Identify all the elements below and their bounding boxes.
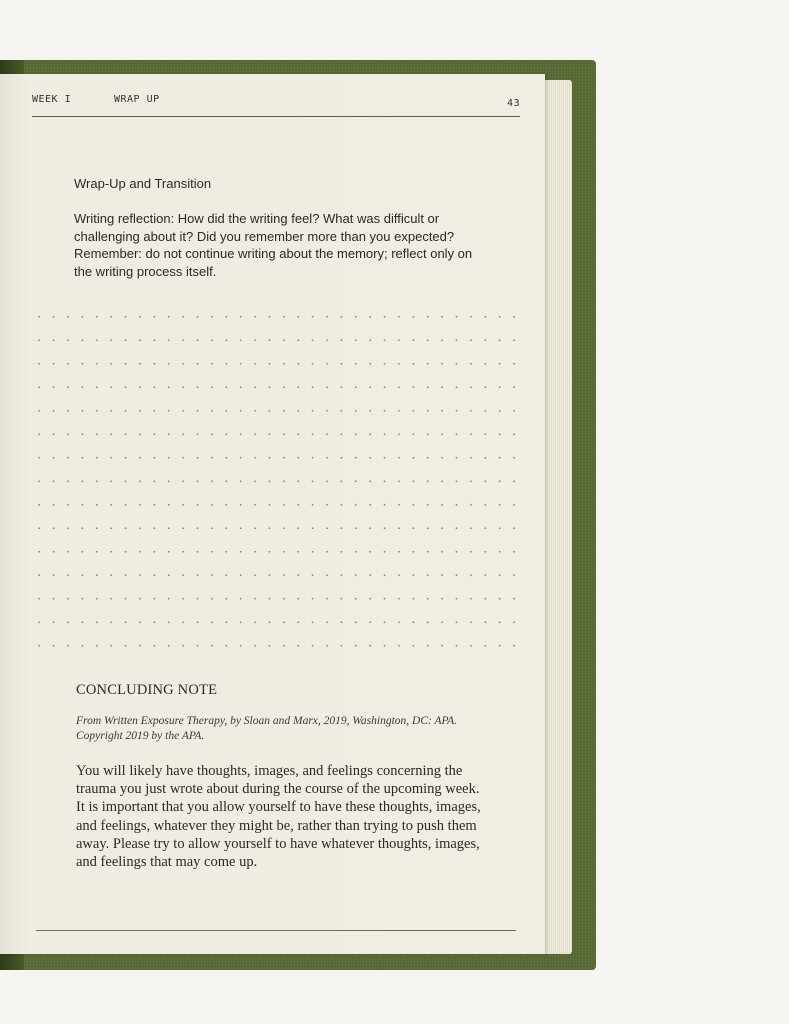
citation: From Written Exposure Therapy, by Sloan and Marx, 2019, Washington, DC: APA. Copyright 2019 by the APA.	[76, 715, 457, 742]
header-rule	[32, 116, 520, 117]
concluding-note-heading: CONCLUDING NOTE	[76, 682, 218, 698]
running-head-week: WEEK I	[32, 94, 72, 105]
writing-reflection-prompt: Writing reflection: How did the writing feel? What was difficult or challenging about it? Did you remember more than you expected? Remember: do not continue writing about the memory; reflect only on the writing process itself.	[74, 211, 473, 279]
footer-rule	[36, 930, 516, 931]
dot-grid-writing-area	[32, 305, 522, 650]
running-head	[32, 92, 520, 108]
concluding-note-body: You will likely have thoughts, images, and feelings concerning the trauma you just wrote about during the course of the upcoming week. It is important that you allow yourself to have these thoughts, images, and feelings, whatever they might be, rather than trying to push them away. Please try to allow yourself to have whatever thoughts, images, and feelings that may come up.	[76, 763, 481, 871]
running-head-section: WRAP UP	[114, 94, 160, 105]
wrap-up-title: Wrap-Up and Transition	[74, 176, 212, 191]
page-number: 43	[506, 98, 520, 109]
